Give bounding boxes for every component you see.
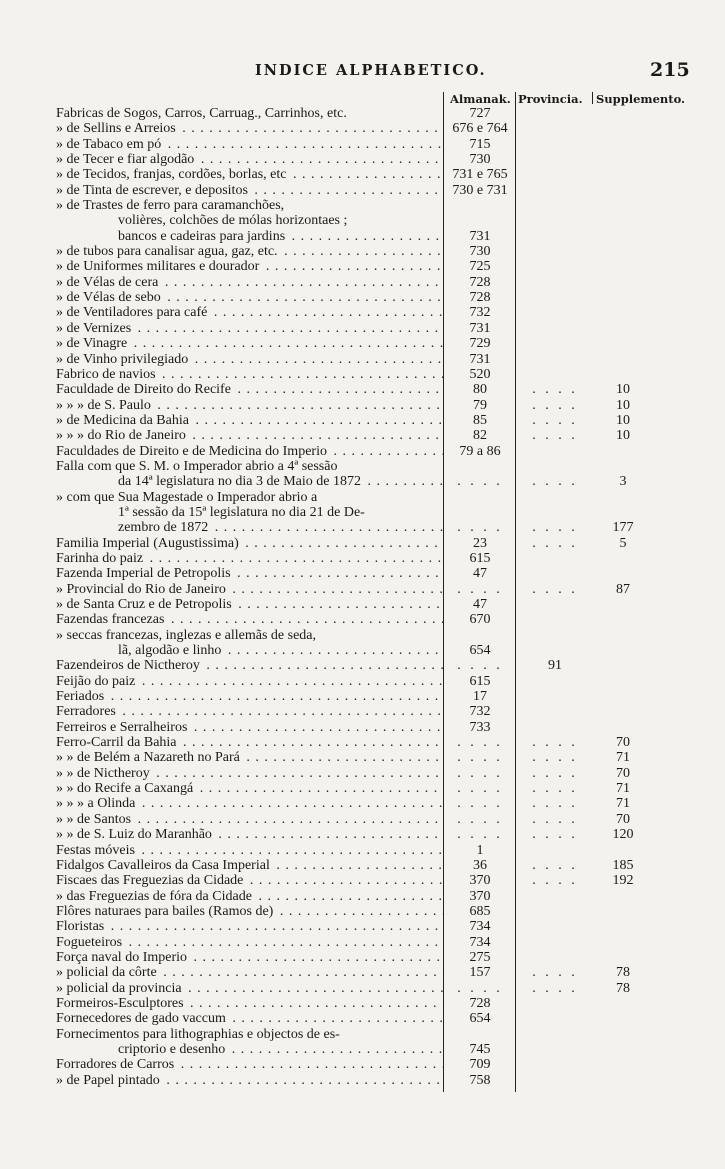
entry-label bbox=[56, 321, 444, 336]
index-entry bbox=[0, 121, 725, 136]
entry-label-text: Fogueteiros bbox=[56, 934, 123, 950]
entry-almanak-page: . . . . bbox=[457, 827, 503, 843]
entry-almanak-page: 731 bbox=[469, 351, 491, 367]
index-entry bbox=[0, 965, 725, 980]
column-header-almanak: Almanak. bbox=[450, 92, 511, 106]
entry-supplemento-page: 10 bbox=[616, 412, 630, 428]
entry-label bbox=[56, 658, 444, 673]
entry-label bbox=[56, 1027, 444, 1042]
entry-almanak-page: . . . . bbox=[457, 520, 503, 536]
entry-label bbox=[56, 1011, 444, 1026]
index-entry bbox=[0, 827, 725, 842]
entry-label-text: zembro de 1872 bbox=[118, 520, 209, 536]
entry-label bbox=[56, 750, 444, 765]
entry-almanak-page: 79 a 86 bbox=[459, 443, 501, 459]
entry-label bbox=[56, 766, 444, 781]
entry-label-text: volières, colchões de mólas horizontaes ; bbox=[118, 213, 348, 229]
entry-label-text: Ferreiros e Serralheiros bbox=[56, 719, 188, 735]
entry-supplemento-page: 71 bbox=[616, 796, 630, 812]
index-entry bbox=[0, 106, 725, 121]
entry-provincia-page: . . . . bbox=[532, 382, 578, 398]
index-entry bbox=[0, 259, 725, 274]
index-entry bbox=[0, 689, 725, 704]
entry-label-text: » de Trastes de ferro para caramanchões, bbox=[56, 198, 285, 214]
index-entry bbox=[0, 244, 725, 259]
entry-label-text: Fazenda Imperial de Petropolis bbox=[56, 566, 231, 582]
entry-label-text: » de Ventiladores para café bbox=[56, 305, 208, 321]
entry-almanak-page: 17 bbox=[473, 689, 487, 705]
entry-label-text: Faculdade de Direito do Recife bbox=[56, 382, 231, 398]
entry-supplemento-page: 5 bbox=[619, 535, 627, 551]
index-entry bbox=[0, 812, 725, 827]
index-entry bbox=[0, 275, 725, 290]
entry-label bbox=[56, 843, 444, 858]
entry-label-text: » seccas francezas, inglezas e allemãs de seda, bbox=[56, 627, 317, 643]
index-entry bbox=[0, 536, 725, 551]
entry-supplemento-page: 177 bbox=[612, 520, 634, 536]
entry-provincia-page: . . . . bbox=[532, 520, 578, 536]
entry-label-text: Fiscaes das Freguezias da Cidade bbox=[56, 873, 244, 889]
entry-almanak-page: 370 bbox=[469, 888, 491, 904]
entry-label bbox=[56, 674, 444, 689]
entry-provincia-page: . . . . bbox=[532, 781, 578, 797]
index-entry bbox=[0, 950, 725, 965]
entry-label-text: Forradores de Carros bbox=[56, 1057, 175, 1073]
entry-almanak-page: . . . . bbox=[457, 980, 503, 996]
entry-almanak-page: 520 bbox=[469, 366, 491, 382]
entry-label bbox=[56, 873, 444, 888]
entry-almanak-page: 685 bbox=[469, 903, 491, 919]
index-entry bbox=[0, 658, 725, 673]
entry-almanak-page: 715 bbox=[469, 136, 491, 152]
index-entry bbox=[0, 305, 725, 320]
entry-almanak-page: 85 bbox=[473, 412, 487, 428]
entry-label-text: Fornecedores de gado vaccum bbox=[56, 1011, 226, 1027]
index-entry bbox=[0, 490, 725, 505]
entry-label-text: Farinha do paiz bbox=[56, 550, 144, 566]
entry-label-text: » » de Santos bbox=[56, 811, 132, 827]
entry-provincia-page: . . . . bbox=[532, 827, 578, 843]
entry-label-text: lã, algodão e linho bbox=[118, 643, 222, 659]
entry-label bbox=[56, 1073, 444, 1088]
entry-supplemento-page: 87 bbox=[616, 581, 630, 597]
entry-almanak-page: 729 bbox=[469, 336, 491, 352]
entry-supplemento-page: 78 bbox=[616, 980, 630, 996]
entry-label bbox=[56, 198, 444, 213]
entry-label bbox=[118, 643, 444, 658]
index-entry bbox=[0, 1042, 725, 1057]
entry-label bbox=[56, 720, 444, 735]
entry-label-text: Feijão do paiz bbox=[56, 673, 136, 689]
index-entry bbox=[0, 981, 725, 996]
index-entry bbox=[0, 766, 725, 781]
index-entry bbox=[0, 1057, 725, 1072]
entry-label bbox=[56, 781, 444, 796]
entry-label bbox=[56, 352, 444, 367]
entry-almanak-page: 731 bbox=[469, 320, 491, 336]
entry-supplemento-page: 70 bbox=[616, 735, 630, 751]
column-header-provincia: Provincia. bbox=[518, 92, 583, 106]
index-entry bbox=[0, 198, 725, 213]
index-entry bbox=[0, 367, 725, 382]
entry-label bbox=[56, 1057, 444, 1072]
entry-label-text: » de tubos para canalisar agua, gaz, etc. bbox=[56, 244, 278, 260]
entry-label-text: » de Tecer e fiar algodão bbox=[56, 152, 195, 168]
entry-almanak-page: 731 bbox=[469, 228, 491, 244]
entry-label bbox=[56, 490, 444, 505]
entry-label-text: » de Santa Cruz e de Petropolis bbox=[56, 597, 232, 612]
index-entry bbox=[0, 551, 725, 566]
entry-label bbox=[118, 474, 444, 489]
index-entry bbox=[0, 505, 725, 520]
entry-label-text: 1ª sessão da 15ª legislatura no dia 21 de De- bbox=[118, 504, 365, 520]
column-divider-right bbox=[592, 92, 593, 104]
index-entry bbox=[0, 352, 725, 367]
entry-label-text: Familia Imperial (Augustissima) bbox=[56, 535, 239, 551]
index-entry bbox=[0, 336, 725, 351]
entry-provincia-page: 91 bbox=[548, 658, 562, 674]
entry-label bbox=[56, 950, 444, 965]
index-entry bbox=[0, 597, 725, 612]
index-entry bbox=[0, 382, 725, 397]
entry-label bbox=[118, 520, 444, 535]
entry-label-text: Fabrico de navios bbox=[56, 366, 156, 382]
entry-almanak-page: . . . . bbox=[457, 811, 503, 827]
index-entry bbox=[0, 873, 725, 888]
entry-label bbox=[56, 889, 444, 904]
entry-label bbox=[56, 981, 444, 996]
entry-provincia-page: . . . . bbox=[532, 735, 578, 751]
entry-almanak-page: 1 bbox=[476, 842, 484, 858]
index-entry bbox=[0, 1073, 725, 1088]
entry-label-text: Ferro-Carril da Bahia bbox=[56, 735, 177, 751]
index-entry bbox=[0, 566, 725, 581]
entry-almanak-page: . . . . bbox=[457, 735, 503, 751]
entry-provincia-page: . . . . bbox=[532, 412, 578, 428]
entry-supplemento-page: 10 bbox=[616, 428, 630, 444]
entry-label-text: » » de S. Luiz do Maranhão bbox=[56, 827, 212, 843]
index-entry bbox=[0, 582, 725, 597]
entry-almanak-page: . . . . bbox=[457, 658, 503, 674]
page-title: INDICE ALPHABETICO. bbox=[255, 62, 487, 79]
entry-label bbox=[56, 336, 444, 351]
entry-almanak-page: 82 bbox=[473, 428, 487, 444]
entry-label bbox=[56, 367, 444, 382]
entry-almanak-page: 734 bbox=[469, 919, 491, 935]
entry-label bbox=[56, 167, 444, 182]
entry-label bbox=[56, 183, 444, 198]
entry-almanak-page: 79 bbox=[473, 397, 487, 413]
entry-label-text: Ferradores bbox=[56, 704, 116, 720]
entry-almanak-page: 730 e 731 bbox=[452, 182, 508, 198]
entry-label-text: Floristas bbox=[56, 919, 105, 935]
index-entry bbox=[0, 750, 725, 765]
entry-label bbox=[56, 796, 444, 811]
index-entry bbox=[0, 919, 725, 934]
entry-label bbox=[56, 689, 444, 704]
entry-almanak-page: 47 bbox=[473, 597, 487, 612]
entry-label bbox=[56, 597, 444, 612]
entry-almanak-page: 615 bbox=[469, 673, 491, 689]
entry-almanak-page: . . . . bbox=[457, 781, 503, 797]
entry-label-text: criptorio e desenho bbox=[118, 1041, 226, 1057]
entry-label bbox=[56, 290, 444, 305]
entry-provincia-page: . . . . bbox=[532, 873, 578, 889]
entry-almanak-page: . . . . bbox=[457, 796, 503, 812]
entry-label-text: » » » a Olinda bbox=[56, 796, 136, 812]
entry-almanak-page: 725 bbox=[469, 259, 491, 275]
index-entry bbox=[0, 398, 725, 413]
entry-label bbox=[56, 459, 444, 474]
entry-almanak-page: . . . . bbox=[457, 750, 503, 766]
entry-label bbox=[56, 152, 444, 167]
entry-almanak-page: 733 bbox=[469, 719, 491, 735]
entry-label-text: bancos e cadeiras para jardins bbox=[118, 228, 286, 244]
entry-supplemento-page: 70 bbox=[616, 811, 630, 827]
entry-provincia-page: . . . . bbox=[532, 428, 578, 444]
entry-label-text: Faculdades de Direito e de Medicina do Imperio bbox=[56, 443, 327, 459]
entry-label bbox=[56, 935, 444, 950]
entry-almanak-page: 370 bbox=[469, 873, 491, 889]
entry-almanak-page: 676 e 764 bbox=[452, 121, 508, 137]
entry-label bbox=[56, 275, 444, 290]
entry-label bbox=[118, 505, 444, 520]
index-entry bbox=[0, 229, 725, 244]
entry-label bbox=[56, 612, 444, 627]
entry-almanak-page: . . . . bbox=[457, 765, 503, 781]
entry-label-text: Falla com que S. M. o Imperador abrio a 4ª sessão bbox=[56, 458, 338, 474]
entry-label-text: Fornecimentos para lithographias e objectos de es- bbox=[56, 1026, 340, 1042]
index-entry bbox=[0, 428, 725, 443]
entry-supplemento-page: 71 bbox=[616, 750, 630, 766]
entry-label-text: Fidalgos Cavalleiros da Casa Imperial bbox=[56, 857, 270, 873]
entry-label bbox=[56, 259, 444, 274]
entry-supplemento-page: 71 bbox=[616, 781, 630, 797]
entry-label bbox=[56, 244, 444, 259]
index-entry bbox=[0, 1011, 725, 1026]
index-entry bbox=[0, 474, 725, 489]
entry-label-text: » » do Recife a Caxangá bbox=[56, 781, 194, 797]
entry-label bbox=[56, 812, 444, 827]
entry-label-text: Fazendas francezas bbox=[56, 612, 165, 628]
index-entry bbox=[0, 167, 725, 182]
entry-almanak-page: 728 bbox=[469, 274, 491, 290]
entry-provincia-page: . . . . bbox=[532, 535, 578, 551]
entry-almanak-page: 728 bbox=[469, 995, 491, 1011]
index-entry bbox=[0, 520, 725, 535]
index-entry bbox=[0, 720, 725, 735]
entry-label-text: » de Vélas de cera bbox=[56, 274, 159, 290]
entry-label-text: » de Vélas de sebo bbox=[56, 290, 161, 306]
entry-label bbox=[118, 213, 444, 228]
entry-label bbox=[56, 444, 444, 459]
index-entry bbox=[0, 183, 725, 198]
entry-label-text: » de Vinagre bbox=[56, 336, 128, 352]
entry-provincia-page: . . . . bbox=[532, 397, 578, 413]
entry-almanak-page: 654 bbox=[469, 1011, 491, 1027]
index-entry bbox=[0, 889, 725, 904]
index-entry bbox=[0, 152, 725, 167]
entry-label-text: » de Sellins e Arreios bbox=[56, 121, 176, 137]
index-entry bbox=[0, 674, 725, 689]
index-entry bbox=[0, 796, 725, 811]
entry-label-text: Flôres naturaes para bailes (Ramos de) bbox=[56, 903, 274, 919]
entry-label-text: Feriados bbox=[56, 689, 105, 705]
entry-provincia-page: . . . . bbox=[532, 796, 578, 812]
entry-label bbox=[56, 382, 444, 397]
entry-almanak-page: 670 bbox=[469, 612, 491, 628]
entry-label-text: » de Tabaco em pó bbox=[56, 136, 162, 152]
entry-almanak-page: 732 bbox=[469, 305, 491, 321]
entry-provincia-page: . . . . bbox=[532, 857, 578, 873]
entry-label bbox=[56, 904, 444, 919]
entry-label-text: » policial da côrte bbox=[56, 965, 157, 981]
entry-label bbox=[56, 965, 444, 980]
entry-almanak-page: 615 bbox=[469, 550, 491, 566]
entry-almanak-page: 731 e 765 bbox=[452, 167, 508, 183]
entry-almanak-page: 727 bbox=[469, 106, 491, 121]
index-entry bbox=[0, 444, 725, 459]
entry-almanak-page: 730 bbox=[469, 152, 491, 168]
entry-label-text: Fabricas de Sogos, Carros, Carruag., Carrinhos, etc. bbox=[56, 106, 347, 121]
entry-almanak-page: 730 bbox=[469, 244, 491, 260]
entry-label-text: » Provincial do Rio de Janeiro bbox=[56, 581, 226, 597]
entry-label-text: » » » de S. Paulo bbox=[56, 397, 151, 413]
index-entry bbox=[0, 213, 725, 228]
entry-provincia-page: . . . . bbox=[532, 811, 578, 827]
index-entry bbox=[0, 459, 725, 474]
entry-supplemento-page: 3 bbox=[619, 474, 627, 490]
entry-label-text: » de Uniformes militares e dourador bbox=[56, 259, 260, 275]
entry-label bbox=[56, 919, 444, 934]
entry-almanak-page: 728 bbox=[469, 290, 491, 306]
entry-supplemento-page: 10 bbox=[616, 382, 630, 398]
index-entry bbox=[0, 904, 725, 919]
index-entry bbox=[0, 843, 725, 858]
entry-label-text: » das Freguezias de fóra da Cidade bbox=[56, 888, 252, 904]
entry-supplemento-page: 78 bbox=[616, 965, 630, 981]
entry-almanak-page: 758 bbox=[469, 1072, 491, 1088]
entry-almanak-page: 654 bbox=[469, 643, 491, 659]
entry-supplemento-page: 185 bbox=[612, 857, 634, 873]
entry-label-text: » » de Belém a Nazareth no Pará bbox=[56, 750, 240, 766]
entry-supplemento-page: 192 bbox=[612, 873, 634, 889]
entry-label bbox=[118, 1042, 444, 1057]
entry-label bbox=[56, 305, 444, 320]
entry-label bbox=[56, 628, 444, 643]
entry-supplemento-page: 120 bbox=[612, 827, 634, 843]
entry-almanak-page: 732 bbox=[469, 704, 491, 720]
entry-almanak-page: . . . . bbox=[457, 474, 503, 490]
entry-label bbox=[56, 428, 444, 443]
entry-label-text: » de Vinho privilegiado bbox=[56, 351, 189, 367]
index-entry bbox=[0, 137, 725, 152]
entry-label bbox=[56, 413, 444, 428]
entry-label-text: » de Vernizes bbox=[56, 320, 132, 336]
index-entry bbox=[0, 704, 725, 719]
entry-label bbox=[56, 704, 444, 719]
index-entry bbox=[0, 290, 725, 305]
index-entry bbox=[0, 735, 725, 750]
entry-label-text: » com que Sua Magestade o Imperador abrio a bbox=[56, 489, 318, 505]
entry-label-text: » » » do Rio de Janeiro bbox=[56, 428, 186, 444]
entry-label bbox=[56, 398, 444, 413]
entry-label bbox=[56, 858, 444, 873]
entry-almanak-page: 47 bbox=[473, 566, 487, 582]
entry-almanak-page: 80 bbox=[473, 382, 487, 398]
entry-label bbox=[56, 137, 444, 152]
index-entry bbox=[0, 858, 725, 873]
index-entry bbox=[0, 628, 725, 643]
entry-label-text: » policial da provincia bbox=[56, 980, 182, 996]
entry-label bbox=[56, 582, 444, 597]
entry-label bbox=[118, 229, 444, 244]
entry-label-text: Fazendeiros de Nictheroy bbox=[56, 658, 200, 674]
entry-almanak-page: 734 bbox=[469, 934, 491, 950]
entry-label-text: Força naval do Imperio bbox=[56, 949, 188, 965]
entry-provincia-page: . . . . bbox=[532, 474, 578, 490]
entry-label bbox=[56, 121, 444, 136]
entry-provincia-page: . . . . bbox=[532, 581, 578, 597]
entry-provincia-page: . . . . bbox=[532, 965, 578, 981]
entry-label-text: Formeiros-Esculptores bbox=[56, 995, 184, 1011]
entry-label bbox=[56, 827, 444, 842]
entry-label-text: da 14ª legislatura no dia 3 de Maio de 1872 bbox=[118, 474, 361, 490]
page-number: 215 bbox=[650, 59, 690, 81]
entry-almanak-page: 745 bbox=[469, 1041, 491, 1057]
entry-label bbox=[56, 106, 444, 121]
entry-supplemento-page: 10 bbox=[616, 397, 630, 413]
index-entry bbox=[0, 996, 725, 1011]
index-entry bbox=[0, 781, 725, 796]
index-entry bbox=[0, 612, 725, 627]
index-entry bbox=[0, 1027, 725, 1042]
index-entry bbox=[0, 643, 725, 658]
entry-provincia-page: . . . . bbox=[532, 980, 578, 996]
entry-label bbox=[56, 566, 444, 581]
column-header-supplemento: Supplemento. bbox=[596, 92, 686, 106]
entry-almanak-page: . . . . bbox=[457, 581, 503, 597]
entry-label-text: » de Tinta de escrever, e depositos bbox=[56, 182, 248, 198]
entry-label-text: » de Medicina da Bahia bbox=[56, 412, 189, 428]
index-entry bbox=[0, 321, 725, 336]
entry-label-text: Festas móveis bbox=[56, 842, 135, 858]
entry-almanak-page: 709 bbox=[469, 1057, 491, 1073]
entry-almanak-page: 23 bbox=[473, 535, 487, 551]
entry-label-text: » de Papel pintado bbox=[56, 1072, 160, 1088]
index-entry bbox=[0, 935, 725, 950]
index-entry bbox=[0, 413, 725, 428]
entry-provincia-page: . . . . bbox=[532, 750, 578, 766]
entry-label bbox=[56, 996, 444, 1011]
entry-label bbox=[56, 536, 444, 551]
entry-supplemento-page: 70 bbox=[616, 765, 630, 781]
entry-label-text: » » de Nictheroy bbox=[56, 765, 150, 781]
entry-provincia-page: . . . . bbox=[532, 765, 578, 781]
entry-almanak-page: 275 bbox=[469, 949, 491, 965]
entry-almanak-page: 36 bbox=[473, 857, 487, 873]
entry-label-text: » de Tecidos, franjas, cordões, borlas, etc bbox=[56, 167, 287, 183]
entry-almanak-page: 157 bbox=[469, 965, 491, 981]
index-entries bbox=[0, 106, 725, 1088]
entry-label bbox=[56, 551, 444, 566]
entry-label bbox=[56, 735, 444, 750]
